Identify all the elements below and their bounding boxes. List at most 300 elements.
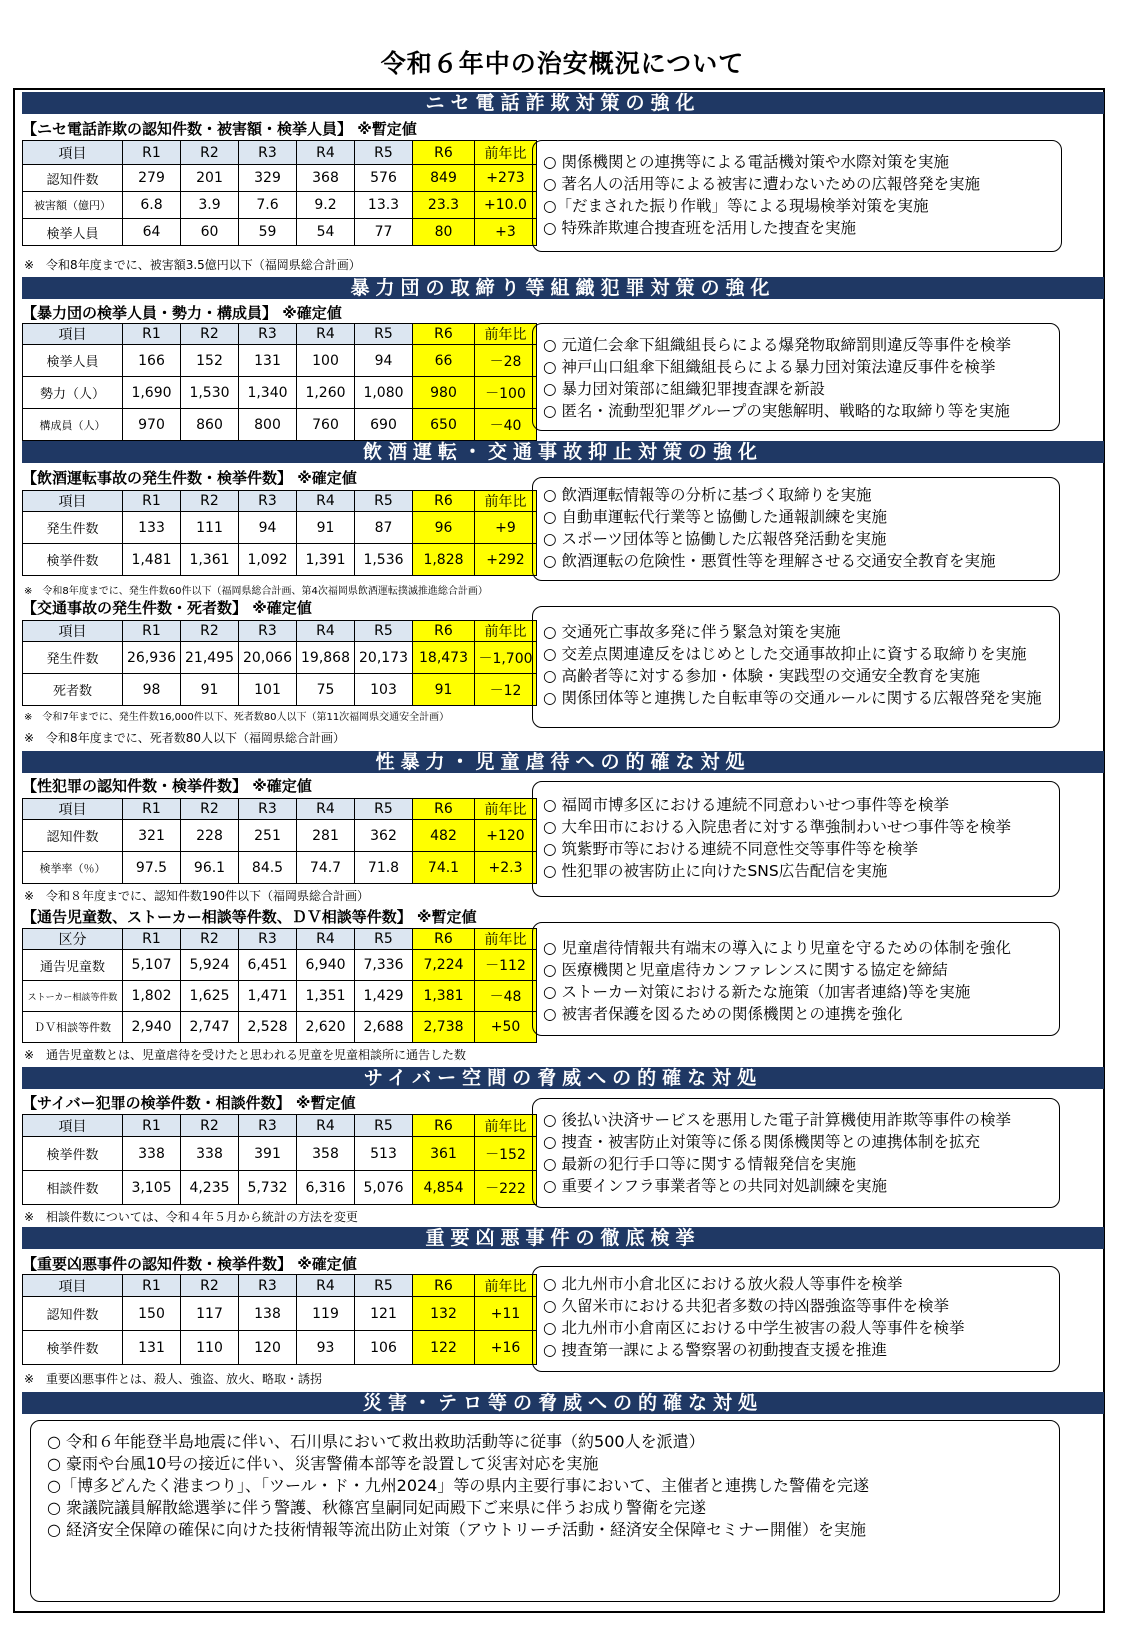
row-label: 勢力（人）: [23, 377, 123, 409]
column-header: R4: [297, 491, 355, 512]
table-cell: 77: [355, 219, 413, 246]
column-header: R2: [181, 929, 239, 950]
subtitle-sex-crime: 【性犯罪の認知件数・検挙件数】 ※確定値: [22, 777, 312, 795]
row-label: 検挙率（％）: [23, 852, 123, 884]
column-header: R5: [355, 491, 413, 512]
table-cell: 1,391: [297, 544, 355, 576]
table-cell: +292: [475, 544, 537, 576]
row-label: 発生件数: [23, 512, 123, 544]
column-header: R1: [123, 799, 181, 820]
table-cell: 800: [239, 409, 297, 441]
measure-item: ○「博多どんたく港まつり」、「ツール・ド・九州2024」等の県内主要行事において、主催者と連携した警備を完遂: [47, 1476, 870, 1495]
table-cell: 1,351: [297, 981, 355, 1012]
table-cell: 91: [181, 674, 239, 706]
measure-item: ○ 後払い決済サービスを悪用した電子計算機使用詐欺等事件の検挙: [543, 1111, 1011, 1129]
table-cell: +2.3: [475, 852, 537, 884]
table-cell: 2,940: [123, 1012, 181, 1043]
table-cell: 20,066: [239, 642, 297, 674]
table-cell: 849: [413, 165, 475, 192]
note-dui: ※ 令和8年度までに、発生件数60件以下（福岡県総合計画、第4次福岡県飲酒運転撲滅推進総合計画）: [24, 586, 488, 597]
table-cell: 96: [413, 512, 475, 544]
row-label: 発生件数: [23, 642, 123, 674]
band-traffic: 飲酒運転・交通事故抑止対策の強化: [22, 441, 1104, 463]
measure-item: ○ ストーカー対策における新たな施策（加害者連絡)等を実施: [543, 983, 971, 1001]
row-label: ＤＶ相談等件数: [23, 1012, 123, 1043]
table-row: [23, 820, 537, 852]
column-header: R1: [123, 491, 181, 512]
column-header: R3: [239, 799, 297, 820]
table-cell: 1,471: [239, 981, 297, 1012]
column-header: R1: [123, 1275, 181, 1297]
note-child-abuse: ※ 通告児童数とは、児童虐待を受けたと思われる児童を児童相談所に通告した数: [24, 1048, 467, 1062]
table-cell: 1,381: [413, 981, 475, 1012]
column-header: R5: [355, 799, 413, 820]
table-cell: 4,854: [413, 1171, 475, 1205]
column-header: R6: [413, 1115, 475, 1137]
column-header: 前年比: [475, 1115, 537, 1137]
column-header: R4: [297, 1275, 355, 1297]
table-accident: [22, 620, 537, 706]
table-cell: 482: [413, 820, 475, 852]
table-cell: 131: [239, 345, 297, 377]
column-header: R5: [355, 929, 413, 950]
table-cell: 5,107: [123, 950, 181, 981]
table-cell: 138: [239, 1297, 297, 1331]
band-gang: 暴力団の取締り等組織犯罪対策の強化: [22, 277, 1104, 299]
table-sex-crime: [22, 798, 537, 884]
table-cell: 368: [297, 165, 355, 192]
measure-item: ○ 捜査・被害防止対策等に係る関係機関等との連携体制を拡充: [543, 1133, 980, 1151]
table-cell: 87: [355, 512, 413, 544]
table-cell: 150: [123, 1297, 181, 1331]
table-cell: 228: [181, 820, 239, 852]
column-header: R4: [297, 929, 355, 950]
table-cell: 1,690: [123, 377, 181, 409]
column-header: 項目: [23, 324, 123, 345]
table-header-row: [23, 799, 537, 820]
band-fraud: ニセ電話詐欺対策の強化: [22, 92, 1104, 114]
measure-item: ○ 令和６年能登半島地震に伴い、石川県において救出救助活動等に従事（約500人を派遣）: [47, 1432, 705, 1451]
measure-item: ○ 暴力団対策部に組織犯罪捜査課を新設: [543, 380, 825, 398]
row-label: 認知件数: [23, 820, 123, 852]
table-cell: 66: [413, 345, 475, 377]
table-row: [23, 377, 537, 409]
measures-accident: [532, 606, 1060, 728]
column-header: 前年比: [475, 141, 537, 165]
table-cell: －222: [475, 1171, 537, 1205]
measure-item: ○ 福岡市博多区における連続不同意わいせつ事件等を検挙: [543, 796, 949, 814]
row-label: 検挙人員: [23, 219, 123, 246]
table-cell: 117: [181, 1297, 239, 1331]
measure-item: ○ 大牟田市における入院患者に対する準強制わいせつ事件等を検挙: [543, 818, 1011, 836]
table-cell: 4,235: [181, 1171, 239, 1205]
table-cell: 133: [123, 512, 181, 544]
table-row: [23, 1171, 537, 1205]
table-row: [23, 950, 537, 981]
table-row: [23, 345, 537, 377]
row-label: 検挙人員: [23, 345, 123, 377]
measure-item: ○ 交差点関連違反をはじめとした交通事故抑止に資する取締りを実施: [543, 645, 1027, 663]
table-row: [23, 1137, 537, 1171]
row-label: 検挙件数: [23, 1331, 123, 1365]
table-cell: －112: [475, 950, 537, 981]
table-cell: +3: [475, 219, 537, 246]
measure-item: ○ 元道仁会傘下組織組長らによる爆発物取締罰則違反等事件を検挙: [543, 336, 1011, 354]
measures-child-abuse: [532, 922, 1060, 1036]
table-cell: 2,738: [413, 1012, 475, 1043]
table-cell: 1,536: [355, 544, 413, 576]
table-cell: 650: [413, 409, 475, 441]
page-title: 令和６年中の治安概況について: [380, 49, 745, 78]
measure-item: ○ 捜査第一課による警察署の初動捜査支援を推進: [543, 1341, 887, 1359]
table-cell: 513: [355, 1137, 413, 1171]
column-header: R1: [123, 141, 181, 165]
table-cyber: [22, 1114, 537, 1205]
row-label: 認知件数: [23, 165, 123, 192]
column-header: R5: [355, 1275, 413, 1297]
measure-item: ○ 経済安全保障の確保に向けた技術情報等流出防止対策（アウトリーチ活動・経済安全保障セミナー開催）を実施: [47, 1520, 867, 1539]
table-cell: 1,340: [239, 377, 297, 409]
table-cell: 9.2: [297, 192, 355, 219]
table-cell: 980: [413, 377, 475, 409]
measure-item: ○ 関係機関との連携等による電話機対策や水際対策を実施: [543, 153, 949, 171]
subtitle-dui: 【飲酒運転事故の発生件数・検挙件数】 ※確定値: [22, 469, 357, 487]
table-cell: +9: [475, 512, 537, 544]
table-row: [23, 642, 537, 674]
table-row: [23, 409, 537, 441]
measure-item: ○ 豪雨や台風10号の接近に伴い、災害警備本部等を設置して災害対応を実施: [47, 1454, 599, 1473]
row-label: 死者数: [23, 674, 123, 706]
table-cell: 3.9: [181, 192, 239, 219]
measures-disaster-terror: [30, 1420, 1060, 1602]
row-label: 構成員（人）: [23, 409, 123, 441]
table-cell: －100: [475, 377, 537, 409]
table-violent-crime: [22, 1274, 537, 1365]
column-header: R3: [239, 929, 297, 950]
table-cell: 97.5: [123, 852, 181, 884]
table-cell: 2,747: [181, 1012, 239, 1043]
table-cell: 361: [413, 1137, 475, 1171]
table-cell: 94: [355, 345, 413, 377]
table-cell: 132: [413, 1297, 475, 1331]
table-cell: 6,940: [297, 950, 355, 981]
table-cell: －40: [475, 409, 537, 441]
table-cell: 91: [413, 674, 475, 706]
table-row: [23, 544, 537, 576]
measure-item: ○ 高齢者等に対する参加・体験・実践型の交通安全教育を実施: [543, 667, 980, 685]
table-cell: 131: [123, 1331, 181, 1365]
table-cell: 329: [239, 165, 297, 192]
table-cell: 2,620: [297, 1012, 355, 1043]
column-header: R6: [413, 324, 475, 345]
column-header: 前年比: [475, 1275, 537, 1297]
table-cell: 5,924: [181, 950, 239, 981]
table-cell: 166: [123, 345, 181, 377]
measure-item: ○ 筑紫野市等における連続不同意性交等事件等を検挙: [543, 840, 918, 858]
table-cell: 1,361: [181, 544, 239, 576]
measure-item: ○ 特殊詐欺連合捜査班を活用した捜査を実施: [543, 219, 856, 237]
column-header: R2: [181, 141, 239, 165]
column-header: 項目: [23, 799, 123, 820]
column-header: R1: [123, 324, 181, 345]
table-cell: +16: [475, 1331, 537, 1365]
column-header: R2: [181, 1115, 239, 1137]
table-cell: 5,076: [355, 1171, 413, 1205]
column-header: R2: [181, 799, 239, 820]
table-cell: 93: [297, 1331, 355, 1365]
table-cell: 98: [123, 674, 181, 706]
column-header: R3: [239, 491, 297, 512]
table-row: [23, 219, 537, 246]
column-header: 前年比: [475, 324, 537, 345]
table-cell: 321: [123, 820, 181, 852]
table-cell: －12: [475, 674, 537, 706]
measure-item: ○「だまされた振り作戦」等による現場検挙対策を実施: [543, 197, 929, 215]
table-cell: －28: [475, 345, 537, 377]
table-cell: 64: [123, 219, 181, 246]
column-header: R5: [355, 141, 413, 165]
column-header: R6: [413, 929, 475, 950]
column-header: 前年比: [475, 799, 537, 820]
table-cell: +120: [475, 820, 537, 852]
table-header-row: [23, 141, 537, 165]
table-header-row: [23, 1115, 537, 1137]
column-header: R3: [239, 1115, 297, 1137]
band-sexual-violence: 性暴力・児童虐待への的確な対処: [22, 751, 1104, 773]
band-violent-crime: 重要凶悪事件の徹底検挙: [22, 1227, 1104, 1249]
column-header: R6: [413, 621, 475, 642]
measure-item: ○ 飲酒運転の危険性・悪質性等を理解させる交通安全教育を実施: [543, 552, 996, 570]
table-cell: 111: [181, 512, 239, 544]
measure-item: ○ 久留米市における共犯者多数の持凶器強盗等事件を検挙: [543, 1297, 949, 1315]
note-violent-crime: ※ 重要凶悪事件とは、殺人、強盗、放火、略取・誘拐: [24, 1372, 323, 1386]
subtitle-fraud: 【ニセ電話詐欺の認知件数・被害額・検挙人員】 ※暫定値: [22, 120, 417, 138]
table-row: [23, 1297, 537, 1331]
table-header-row: [23, 1275, 537, 1297]
column-header: R4: [297, 324, 355, 345]
row-label: 検挙件数: [23, 1137, 123, 1171]
subtitle-accident: 【交通事故の発生件数・死者数】 ※確定値: [22, 599, 312, 617]
measure-item: ○ 性犯罪の被害防止に向けたSNS広告配信を実施: [543, 862, 888, 880]
subtitle-cyber: 【サイバー犯罪の検挙件数・相談件数】 ※暫定値: [22, 1094, 356, 1112]
table-cell: 338: [123, 1137, 181, 1171]
table-cell: 1,080: [355, 377, 413, 409]
table-cell: 54: [297, 219, 355, 246]
note-accident-1: ※ 令和7年までに、発生件数16,000件以下、死者数80人以下（第11次福岡県交通安全計画）: [24, 712, 450, 723]
column-header: R3: [239, 141, 297, 165]
table-cell: －1,700: [475, 642, 537, 674]
table-row: [23, 512, 537, 544]
table-cell: +11: [475, 1297, 537, 1331]
table-cell: 20,173: [355, 642, 413, 674]
row-label: 被害額（億円）: [23, 192, 123, 219]
table-cell: 100: [297, 345, 355, 377]
table-row: [23, 1331, 537, 1365]
table-cell: 120: [239, 1331, 297, 1365]
table-cell: 23.3: [413, 192, 475, 219]
measure-item: ○ 北九州市小倉北区における放火殺人等事件を検挙: [543, 1275, 903, 1293]
column-header: R1: [123, 621, 181, 642]
table-cell: 1,828: [413, 544, 475, 576]
table-cell: +273: [475, 165, 537, 192]
column-header: R1: [123, 1115, 181, 1137]
column-header: 前年比: [475, 491, 537, 512]
table-cell: 279: [123, 165, 181, 192]
column-header: R3: [239, 621, 297, 642]
measure-item: ○ 交通死亡事故多発に伴う緊急対策を実施: [543, 623, 841, 641]
row-label: 相談件数: [23, 1171, 123, 1205]
table-cell: 74.7: [297, 852, 355, 884]
column-header: 前年比: [475, 929, 537, 950]
column-header: R3: [239, 1275, 297, 1297]
table-cell: 760: [297, 409, 355, 441]
column-header: R6: [413, 1275, 475, 1297]
measure-item: ○ 児童虐待情報共有端末の導入により児童を守るための体制を強化: [543, 939, 1011, 957]
table-cell: 122: [413, 1331, 475, 1365]
measure-item: ○ 北九州市小倉南区における中学生被害の殺人等事件を検挙: [543, 1319, 965, 1337]
measure-item: ○ 神戸山口組傘下組織組長らによる暴力団対策法違反事件を検挙: [543, 358, 996, 376]
table-cell: 362: [355, 820, 413, 852]
table-cell: 1,429: [355, 981, 413, 1012]
table-row: [23, 192, 537, 219]
measures-fraud: [532, 140, 1062, 252]
measures-violent-crime: [532, 1266, 1060, 1372]
table-gang: [22, 323, 537, 441]
table-cell: 71.8: [355, 852, 413, 884]
table-cell: 80: [413, 219, 475, 246]
table-header-row: [23, 491, 537, 512]
column-header: R4: [297, 141, 355, 165]
table-cell: 94: [239, 512, 297, 544]
table-fraud: [22, 140, 537, 246]
table-cell: 5,732: [239, 1171, 297, 1205]
column-header: 区分: [23, 929, 123, 950]
column-header: R3: [239, 324, 297, 345]
table-cell: 201: [181, 165, 239, 192]
table-cell: 106: [355, 1331, 413, 1365]
measure-item: ○ 匿名・流動型犯罪グループの実態解明、戦略的な取締り等を実施: [543, 402, 1010, 420]
column-header: R4: [297, 1115, 355, 1137]
subtitle-gang: 【暴力団の検挙人員・勢力・構成員】 ※確定値: [22, 304, 342, 322]
measure-item: ○ 著名人の活用等による被害に遭わないための広報啓発を実施: [543, 175, 980, 193]
measures-dui: [532, 477, 1060, 581]
table-cell: 1,092: [239, 544, 297, 576]
table-cell: 1,625: [181, 981, 239, 1012]
table-cell: 576: [355, 165, 413, 192]
band-disaster-terror: 災害・テロ等の脅威への的確な対処: [22, 1392, 1104, 1414]
table-cell: 251: [239, 820, 297, 852]
table-cell: 96.1: [181, 852, 239, 884]
column-header: R6: [413, 799, 475, 820]
measure-item: ○ 被害者保護を図るための関係機関との連携を強化: [543, 1005, 903, 1023]
table-cell: 7,224: [413, 950, 475, 981]
row-label: ストーカー相談等件数: [23, 981, 123, 1012]
column-header: R5: [355, 1115, 413, 1137]
note-cyber: ※ 相談件数については、令和４年５月から統計の方法を変更: [24, 1210, 358, 1224]
column-header: R2: [181, 1275, 239, 1297]
table-cell: 7,336: [355, 950, 413, 981]
table-cell: +50: [475, 1012, 537, 1043]
column-header: R2: [181, 491, 239, 512]
table-header-row: [23, 324, 537, 345]
table-cell: 2,688: [355, 1012, 413, 1043]
table-cell: 74.1: [413, 852, 475, 884]
row-label: 認知件数: [23, 1297, 123, 1331]
column-header: R1: [123, 929, 181, 950]
row-label: 検挙件数: [23, 544, 123, 576]
table-cell: 119: [297, 1297, 355, 1331]
table-cell: 1,530: [181, 377, 239, 409]
column-header: 項目: [23, 491, 123, 512]
measure-item: ○ 重要インフラ事業者等との共同対処訓練を実施: [543, 1177, 887, 1195]
measure-item: ○ 関係団体等と連携した自転車等の交通ルールに関する広報啓発を実施: [543, 689, 1042, 707]
table-row: [23, 852, 537, 884]
table-cell: 84.5: [239, 852, 297, 884]
table-cell: 6,316: [297, 1171, 355, 1205]
table-cell: 13.3: [355, 192, 413, 219]
table-cell: 6,451: [239, 950, 297, 981]
table-cell: 338: [181, 1137, 239, 1171]
table-row: [23, 165, 537, 192]
column-header: 項目: [23, 141, 123, 165]
table-cell: 60: [181, 219, 239, 246]
row-label: 通告児童数: [23, 950, 123, 981]
measure-item: ○ 衆議院議員解散総選挙に伴う警護、秋篠宮皇嗣同妃両殿下ご来県に伴うお成り警衛を完遂: [47, 1498, 707, 1517]
band-cyber: サイバー空間の脅威への的確な対処: [22, 1067, 1104, 1089]
column-header: R5: [355, 324, 413, 345]
column-header: R6: [413, 141, 475, 165]
table-cell: 59: [239, 219, 297, 246]
column-header: 前年比: [475, 621, 537, 642]
measure-item: ○ 自動車運転代行業等と協働した通報訓練を実施: [543, 508, 887, 526]
table-cell: +10.0: [475, 192, 537, 219]
column-header: R2: [181, 621, 239, 642]
column-header: R6: [413, 491, 475, 512]
table-cell: 970: [123, 409, 181, 441]
measure-item: ○ 最新の犯行手口等に関する情報発信を実施: [543, 1155, 856, 1173]
column-header: 項目: [23, 1115, 123, 1137]
table-row: [23, 981, 537, 1012]
table-cell: 358: [297, 1137, 355, 1171]
table-cell: 7.6: [239, 192, 297, 219]
table-dui: [22, 490, 537, 576]
table-cell: 26,936: [123, 642, 181, 674]
table-cell: 1,260: [297, 377, 355, 409]
table-cell: 6.8: [123, 192, 181, 219]
table-cell: 1,481: [123, 544, 181, 576]
note-sex-crime: ※ 令和８年度までに、認知件数190件以下（福岡県総合計画）: [24, 889, 369, 903]
table-cell: －48: [475, 981, 537, 1012]
measure-item: ○ 医療機関と児童虐待カンファレンスに関する協定を締結: [543, 961, 948, 979]
column-header: R4: [297, 799, 355, 820]
subtitle-child-abuse: 【通告児童数、ストーカー相談等件数、ＤＶ相談等件数】 ※暫定値: [22, 908, 477, 926]
table-cell: 91: [297, 512, 355, 544]
measure-item: ○ 飲酒運転情報等の分析に基づく取締りを実施: [543, 486, 872, 504]
column-header: R2: [181, 324, 239, 345]
table-row: [23, 1012, 537, 1043]
table-cell: 281: [297, 820, 355, 852]
table-cell: 2,528: [239, 1012, 297, 1043]
table-cell: 690: [355, 409, 413, 441]
subtitle-violent-crime: 【重要凶悪事件の認知件数・検挙件数】 ※確定値: [22, 1255, 357, 1273]
measures-sex-crime: [532, 781, 1060, 897]
column-header: R4: [297, 621, 355, 642]
table-cell: 18,473: [413, 642, 475, 674]
table-header-row: [23, 929, 537, 950]
table-cell: 152: [181, 345, 239, 377]
table-cell: 391: [239, 1137, 297, 1171]
measures-cyber: [532, 1098, 1060, 1208]
